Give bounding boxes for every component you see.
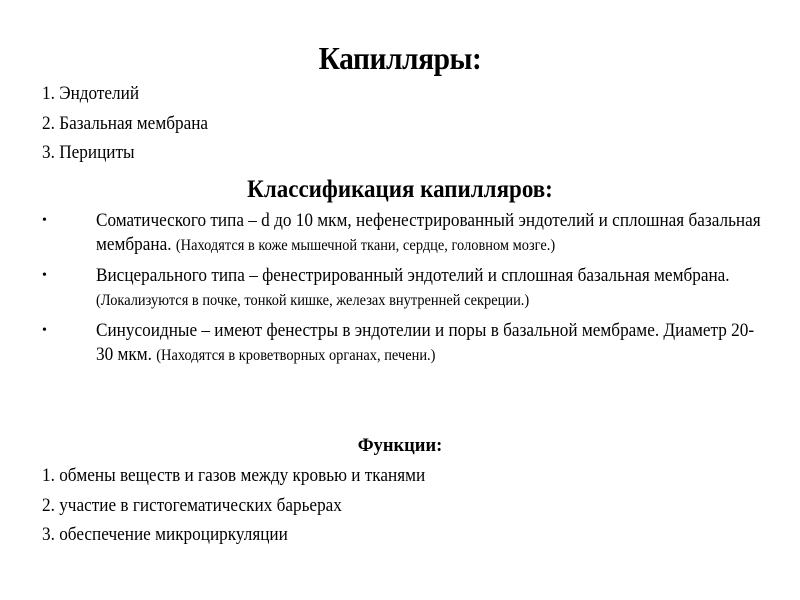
classification-text xyxy=(96,209,766,258)
slide-title: Капилляры: xyxy=(318,40,482,76)
classification-heading: Классификация капилляров: xyxy=(247,176,553,203)
classification-text xyxy=(96,264,766,313)
classification-note: (Находятся в кроветворных органах, печени.) xyxy=(156,347,436,364)
structure-item: 3. Перициты xyxy=(42,143,135,163)
structure-item: 1. Эндотелий xyxy=(42,84,140,104)
classification-item xyxy=(42,319,772,368)
function-item: 3. обеспечение микроциркуляции xyxy=(42,525,288,545)
bullet-icon: • xyxy=(42,213,47,228)
structure-list xyxy=(42,80,221,169)
function-item: 1. обмены веществ и газов между кровью и тканями xyxy=(42,466,426,486)
classification-main: Синусоидные – имеют фенестры в эндотелии и поры в базальной мембраме. Диаметр 20-30 мкм. xyxy=(96,321,755,365)
bullet-icon: • xyxy=(42,323,47,338)
classification-note: (Локализуются в почке, тонкой кишке, железах внутренней секреции.) xyxy=(96,292,530,309)
structure-item: 2. Базальная мембрана xyxy=(42,113,209,134)
function-item: 2. участие в гистогематических барьерах xyxy=(42,495,342,516)
classification-text xyxy=(96,319,766,368)
classification-list xyxy=(42,209,772,374)
classification-main: Висцерального типа – фенестрированный эндотелий и сплошная базальная мембрана. xyxy=(96,266,730,286)
classification-item xyxy=(42,264,772,313)
classification-item xyxy=(42,209,772,258)
bullet-icon: • xyxy=(42,268,47,283)
functions-list xyxy=(42,462,454,551)
functions-heading: Функции: xyxy=(357,436,443,456)
classification-main: Соматического типа – d до 10 мкм, нефенестрированный эндотелий и сплошная базальная мембрана. xyxy=(96,211,761,255)
classification-note: (Находятся в коже мышечной ткани, сердце, головном мозге.) xyxy=(175,237,556,254)
